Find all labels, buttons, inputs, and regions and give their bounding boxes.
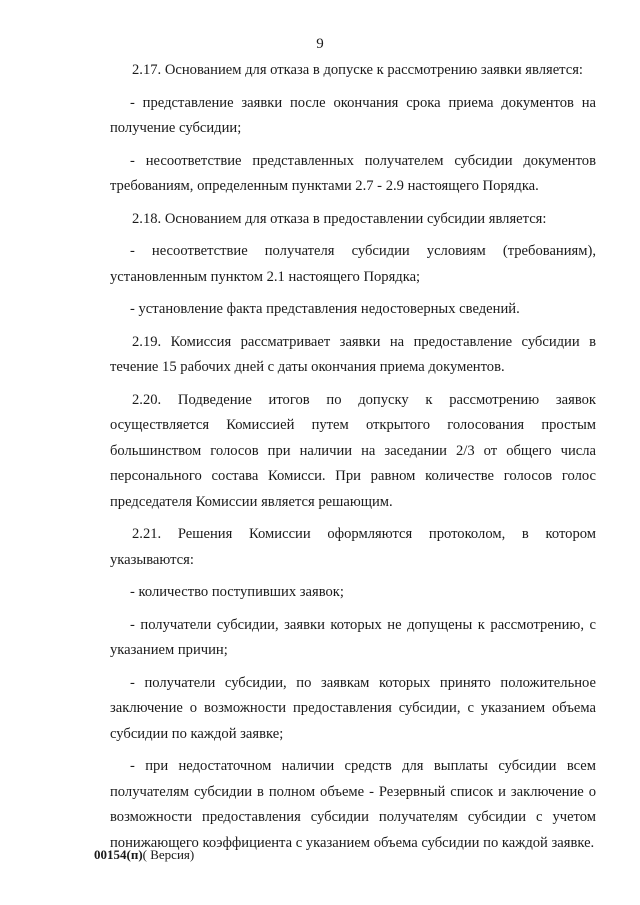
list-item: - установление факта представления недостоверных сведений. (130, 301, 520, 317)
list-item: - несоответствие представленных получателем субсидии документов требованиям, определенным пунктами 2.7 - 2.9 настоящего Порядка. (110, 152, 596, 194)
list-item: - представление заявки после окончания срока приема документов на получение субсидии; (110, 94, 596, 136)
list-item: - количество поступивших заявок; (130, 584, 344, 600)
clause-2-19: 2.19. Комиссия рассматривает заявки на предоставление субсидии в течение 15 рабочих дней с даты окончания приема документов. (110, 333, 596, 375)
list-item: - при недостаточном наличии средств для выплаты субсидии всем получателям субсидии в полном объеме - Резервный список и заключение о возможности предоставления субсидии получателям субсидии с учетом понижающего коэффициента с указанием объема субсидии по каждой заявке. (110, 758, 596, 851)
clause-2-17: 2.17. Основанием для отказа в допуске к рассмотрению заявки является: (132, 62, 583, 78)
clause-2-21: 2.21. Решения Комиссии оформляются протоколом, в котором указываются: (110, 526, 596, 568)
document-version: ( Версия) (142, 847, 195, 862)
list-item: - получатели субсидии, заявки которых не допущены к рассмотрению, с указанием причин; (110, 616, 596, 658)
list-item: - несоответствие получателя субсидии условиям (требованиям), установленным пунктом 2.1 настоящего Порядка; (110, 243, 596, 285)
clause-2-18: 2.18. Основанием для отказа в предоставлении субсидии является: (132, 210, 547, 227)
page-number: 9 (316, 36, 324, 52)
list-item: - получатели субсидии, по заявкам которых принято положительное заключение о возможности предоставления субсидии, с указанием объема субсидии по каждой заявке; (110, 674, 596, 742)
clause-2-20: 2.20. Подведение итогов по допуску к рассмотрению заявок осуществляется Комиссией путем открытого голосования простым большинством голосов при наличии на заседании 2/3 от общего числа персонального состава Комисси. При равном количестве голосов голос председателя Комиссии является решающим. (110, 391, 596, 510)
document-body (110, 58, 596, 856)
document-footer (94, 847, 194, 863)
document-code: 00154(п) (94, 847, 143, 862)
